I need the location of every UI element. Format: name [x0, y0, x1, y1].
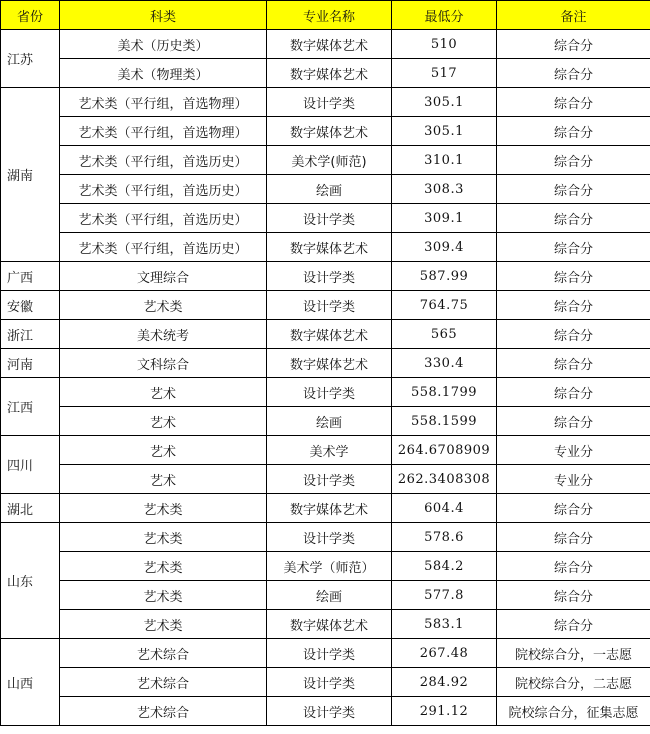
province-cell: 四川 — [1, 436, 60, 494]
note-cell: 综合分 — [497, 378, 650, 407]
min-score-cell: 558.1799 — [392, 378, 497, 407]
major-cell: 设计学类 — [267, 523, 392, 552]
table-row — [1, 204, 650, 233]
major-cell: 数字媒体艺术 — [267, 610, 392, 639]
category-cell: 艺术 — [60, 436, 267, 465]
table-row — [1, 610, 650, 639]
header-province: 省份 — [1, 1, 60, 30]
table-row — [1, 30, 650, 59]
major-cell: 数字媒体艺术 — [267, 59, 392, 88]
min-score-cell: 510 — [392, 30, 497, 59]
note-cell: 专业分 — [497, 436, 650, 465]
table-row — [1, 175, 650, 204]
note-cell: 院校综合分，一志愿 — [497, 639, 650, 668]
table-row — [1, 291, 650, 320]
note-cell: 综合分 — [497, 494, 650, 523]
min-score-cell: 584.2 — [392, 552, 497, 581]
major-cell: 美术学(师范) — [267, 146, 392, 175]
min-score-cell: 262.3408308 — [392, 465, 497, 494]
province-cell: 浙江 — [1, 320, 60, 349]
major-cell: 数字媒体艺术 — [267, 233, 392, 262]
table-row — [1, 262, 650, 291]
note-cell: 综合分 — [497, 349, 650, 378]
table-row — [1, 523, 650, 552]
category-cell: 艺术综合 — [60, 697, 267, 726]
note-cell: 综合分 — [497, 291, 650, 320]
major-cell: 设计学类 — [267, 378, 392, 407]
major-cell: 设计学类 — [267, 697, 392, 726]
province-cell: 安徽 — [1, 291, 60, 320]
note-cell: 综合分 — [497, 175, 650, 204]
category-cell: 艺术类（平行组，首选物理） — [60, 88, 267, 117]
table-row — [1, 668, 650, 697]
major-cell: 设计学类 — [267, 639, 392, 668]
province-cell: 河南 — [1, 349, 60, 378]
note-cell: 综合分 — [497, 552, 650, 581]
major-cell: 设计学类 — [267, 204, 392, 233]
category-cell: 美术（历史类） — [60, 30, 267, 59]
category-cell: 艺术类（平行组，首选历史） — [60, 175, 267, 204]
header-major: 专业名称 — [267, 1, 392, 30]
category-cell: 艺术类（平行组，首选历史） — [60, 146, 267, 175]
province-cell: 山西 — [1, 639, 60, 726]
min-score-cell: 578.6 — [392, 523, 497, 552]
header-note: 备注 — [497, 1, 650, 30]
category-cell: 艺术类 — [60, 291, 267, 320]
note-cell: 综合分 — [497, 30, 650, 59]
major-cell: 数字媒体艺术 — [267, 117, 392, 146]
major-cell: 设计学类 — [267, 291, 392, 320]
min-score-cell: 308.3 — [392, 175, 497, 204]
major-cell: 数字媒体艺术 — [267, 30, 392, 59]
table-row — [1, 349, 650, 378]
table-header-row — [1, 1, 650, 30]
category-cell: 艺术综合 — [60, 668, 267, 697]
category-cell: 文科综合 — [60, 349, 267, 378]
table-row — [1, 378, 650, 407]
category-cell: 艺术类 — [60, 552, 267, 581]
note-cell: 综合分 — [497, 407, 650, 436]
province-cell: 湖北 — [1, 494, 60, 523]
major-cell: 设计学类 — [267, 262, 392, 291]
category-cell: 文理综合 — [60, 262, 267, 291]
major-cell: 绘画 — [267, 407, 392, 436]
major-cell: 设计学类 — [267, 465, 392, 494]
note-cell: 综合分 — [497, 523, 650, 552]
note-cell: 综合分 — [497, 233, 650, 262]
province-cell: 江西 — [1, 378, 60, 436]
category-cell: 艺术类 — [60, 610, 267, 639]
note-cell: 综合分 — [497, 262, 650, 291]
province-cell: 江苏 — [1, 30, 60, 88]
category-cell: 艺术类（平行组，首选历史） — [60, 233, 267, 262]
category-cell: 艺术 — [60, 465, 267, 494]
min-score-cell: 558.1599 — [392, 407, 497, 436]
note-cell: 综合分 — [497, 204, 650, 233]
province-cell: 湖南 — [1, 88, 60, 262]
min-score-cell: 604.4 — [392, 494, 497, 523]
min-score-cell: 309.1 — [392, 204, 497, 233]
min-score-cell: 309.4 — [392, 233, 497, 262]
table-row — [1, 233, 650, 262]
min-score-cell: 291.12 — [392, 697, 497, 726]
min-score-cell: 310.1 — [392, 146, 497, 175]
note-cell: 综合分 — [497, 610, 650, 639]
table-row — [1, 581, 650, 610]
note-cell: 综合分 — [497, 320, 650, 349]
table-row — [1, 639, 650, 668]
major-cell: 绘画 — [267, 175, 392, 204]
note-cell: 院校综合分，征集志愿 — [497, 697, 650, 726]
table-row — [1, 436, 650, 465]
major-cell: 数字媒体艺术 — [267, 320, 392, 349]
category-cell: 艺术 — [60, 407, 267, 436]
table-row — [1, 697, 650, 726]
major-cell: 设计学类 — [267, 88, 392, 117]
category-cell: 艺术类 — [60, 494, 267, 523]
province-cell: 山东 — [1, 523, 60, 639]
min-score-cell: 330.4 — [392, 349, 497, 378]
province-cell: 广西 — [1, 262, 60, 291]
note-cell: 院校综合分，二志愿 — [497, 668, 650, 697]
table-row — [1, 552, 650, 581]
table-body — [1, 30, 650, 726]
min-score-cell: 583.1 — [392, 610, 497, 639]
note-cell: 综合分 — [497, 581, 650, 610]
min-score-cell: 764.75 — [392, 291, 497, 320]
note-cell: 专业分 — [497, 465, 650, 494]
min-score-cell: 267.48 — [392, 639, 497, 668]
min-score-cell: 264.6708909 — [392, 436, 497, 465]
note-cell: 综合分 — [497, 117, 650, 146]
category-cell: 艺术类 — [60, 523, 267, 552]
min-score-cell: 284.92 — [392, 668, 497, 697]
category-cell: 艺术类（平行组，首选物理） — [60, 117, 267, 146]
min-score-cell: 587.99 — [392, 262, 497, 291]
major-cell: 美术学 — [267, 436, 392, 465]
table-row — [1, 494, 650, 523]
major-cell: 设计学类 — [267, 668, 392, 697]
major-cell: 美术学（师范） — [267, 552, 392, 581]
min-score-cell: 305.1 — [392, 117, 497, 146]
header-min-score: 最低分 — [392, 1, 497, 30]
table-row — [1, 320, 650, 349]
header-category: 科类 — [60, 1, 267, 30]
note-cell: 综合分 — [497, 59, 650, 88]
category-cell: 艺术类 — [60, 581, 267, 610]
min-score-cell: 517 — [392, 59, 497, 88]
category-cell: 艺术 — [60, 378, 267, 407]
table-row — [1, 88, 650, 117]
table-row — [1, 146, 650, 175]
major-cell: 绘画 — [267, 581, 392, 610]
table-row — [1, 465, 650, 494]
major-cell: 数字媒体艺术 — [267, 494, 392, 523]
note-cell: 综合分 — [497, 146, 650, 175]
min-score-cell: 577.8 — [392, 581, 497, 610]
category-cell: 艺术类（平行组，首选历史） — [60, 204, 267, 233]
note-cell: 综合分 — [497, 88, 650, 117]
min-score-cell: 565 — [392, 320, 497, 349]
category-cell: 美术（物理类） — [60, 59, 267, 88]
table-row — [1, 117, 650, 146]
category-cell: 艺术综合 — [60, 639, 267, 668]
min-score-cell: 305.1 — [392, 88, 497, 117]
major-cell: 数字媒体艺术 — [267, 349, 392, 378]
table-row — [1, 407, 650, 436]
table-row — [1, 59, 650, 88]
category-cell: 美术统考 — [60, 320, 267, 349]
